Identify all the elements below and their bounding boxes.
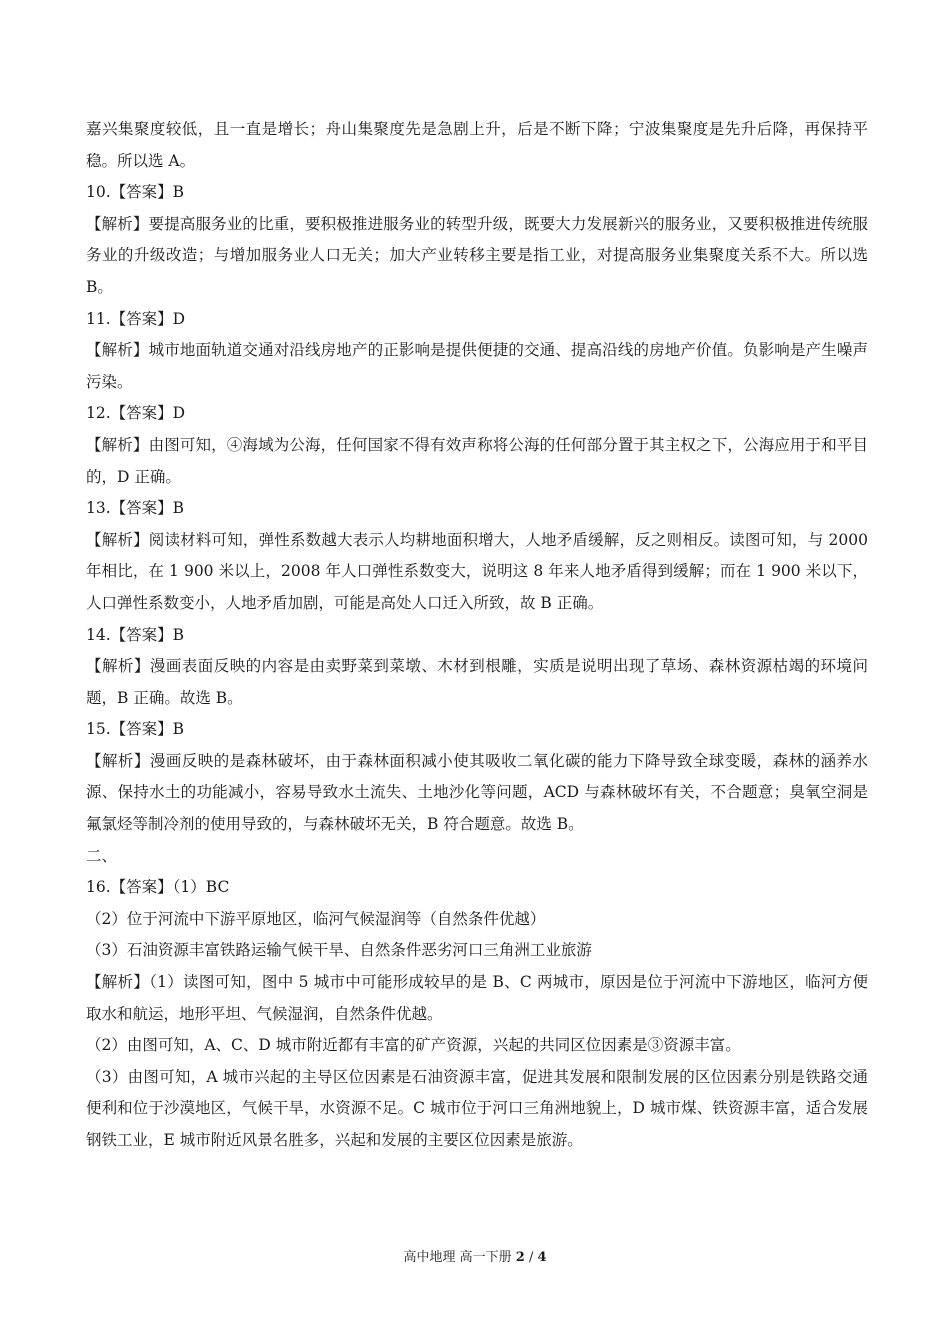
answer-14: 14.【答案】B: [86, 625, 185, 644]
answer-16-part-1: 16.【答案】（1）BC: [86, 878, 230, 897]
answer-16-part-3: （3）石油资源丰富铁路运输气候干旱、自然条件恶劣河口三角洲工业旅游: [86, 941, 592, 960]
answer-13: 13.【答案】B: [86, 499, 185, 518]
answer-16-part-2: （2）位于河流中下游平原地区，临河气候湿润等（自然条件优越）: [86, 909, 546, 928]
explanation-11: 【解析】城市地面轨道交通对沿线房地产的正影响是提供便捷的交通、提高沿线的房地产价值。负影响是产生噪声污染。: [86, 341, 868, 391]
explanation-10: 【解析】要提高服务业的比重，要积极推进服务业的转型升级，既要大力发展新兴的服务业，又要积极推进传统服务业的升级改造；与增加服务业人口无关；加大产业转移主要是指工业，对提高服务业集聚度关系不大。所以选 B。: [86, 214, 868, 296]
footer-label: 高中地理 高一下册: [403, 1250, 512, 1265]
explanation-13: 【解析】阅读材料可知，弹性系数越大表示人均耕地面积增大，人地矛盾缓解，反之则相反。读图可知，与 2000 年相比，在 1 900 米以上，2008 年人口弹性系数变大，说明这 8 年来人地矛盾得到缓解；而在 1 900 米以下，人口弹性系数变小，人地矛盾加剧，可能是高处人口迁入所致，故 B 正确。: [86, 530, 868, 612]
explanation-14: 【解析】漫画表面反映的内容是由卖野菜到菜墩、木材到根雕，实质是说明出现了草场、森林资源枯竭的环境问题，B 正确。故选 B。: [86, 657, 868, 707]
explanation-16-part-1: 【解析】（1）读图可知，图中 5 城市中可能形成较早的是 B、C 两城市，原因是位于河流中下游地区，临河方便取水和航运，地形平坦、气候湿润，自然条件优越。: [86, 973, 868, 1023]
answer-15: 15.【答案】B: [86, 720, 185, 739]
explanation-12: 【解析】由图可知，④海域为公海，任何国家不得有效声称将公海的任何部分置于其主权之下，公海应用于和平目的，D 正确。: [86, 435, 868, 486]
explanation-16-part-2: （2）由图可知，A、C、D 城市附近都有丰富的矿产资源，兴起的共同区位因素是③资源丰富。: [86, 1036, 741, 1055]
answer-11: 11.【答案】D: [86, 309, 186, 328]
document-body: [86, 114, 868, 1157]
explanation-15: 【解析】漫画反映的是森林破坏，由于森林面积减小使其吸收二氧化碳的能力下降导致全球变暖，森林的涵养水源、保持水土的功能减小，容易导致水土流失、土地沙化等问题，ACD 与森林破坏有关，不合题意；臭氧空洞是氟氯烃等制冷剂的使用导致的，与森林破坏无关，B 符合题意。故选 B。: [86, 751, 868, 834]
footer-page-total: 4: [537, 1250, 547, 1265]
answer-12: 12.【答案】D: [86, 404, 186, 423]
page-footer: [0, 1249, 950, 1267]
section-heading-2: 二、: [86, 846, 118, 865]
explanation-16-part-3: （3）由图可知，A 城市兴起的主导区位因素是石油资源丰富，促进其发展和限制发展的区位因素分别是铁路交通便利和位于沙漠地区，气候干旱，水资源不足。C 城市位于河口三角洲地貌上，D 城市煤、铁资源丰富，适合发展钢铁工业，E 城市附近风景名胜多，兴起和发展的主要区位因素是旅游。: [86, 1067, 868, 1149]
footer-page-number: 2: [515, 1250, 525, 1265]
footer-separator: /: [528, 1250, 534, 1265]
paragraph-9-continued: 嘉兴集聚度较低，且一直是增长；舟山集聚度先是急剧上升，后是不断下降；宁波集聚度是先升后降，再保持平稳。所以选 A。: [86, 120, 868, 170]
answer-10: 10.【答案】B: [86, 183, 185, 202]
